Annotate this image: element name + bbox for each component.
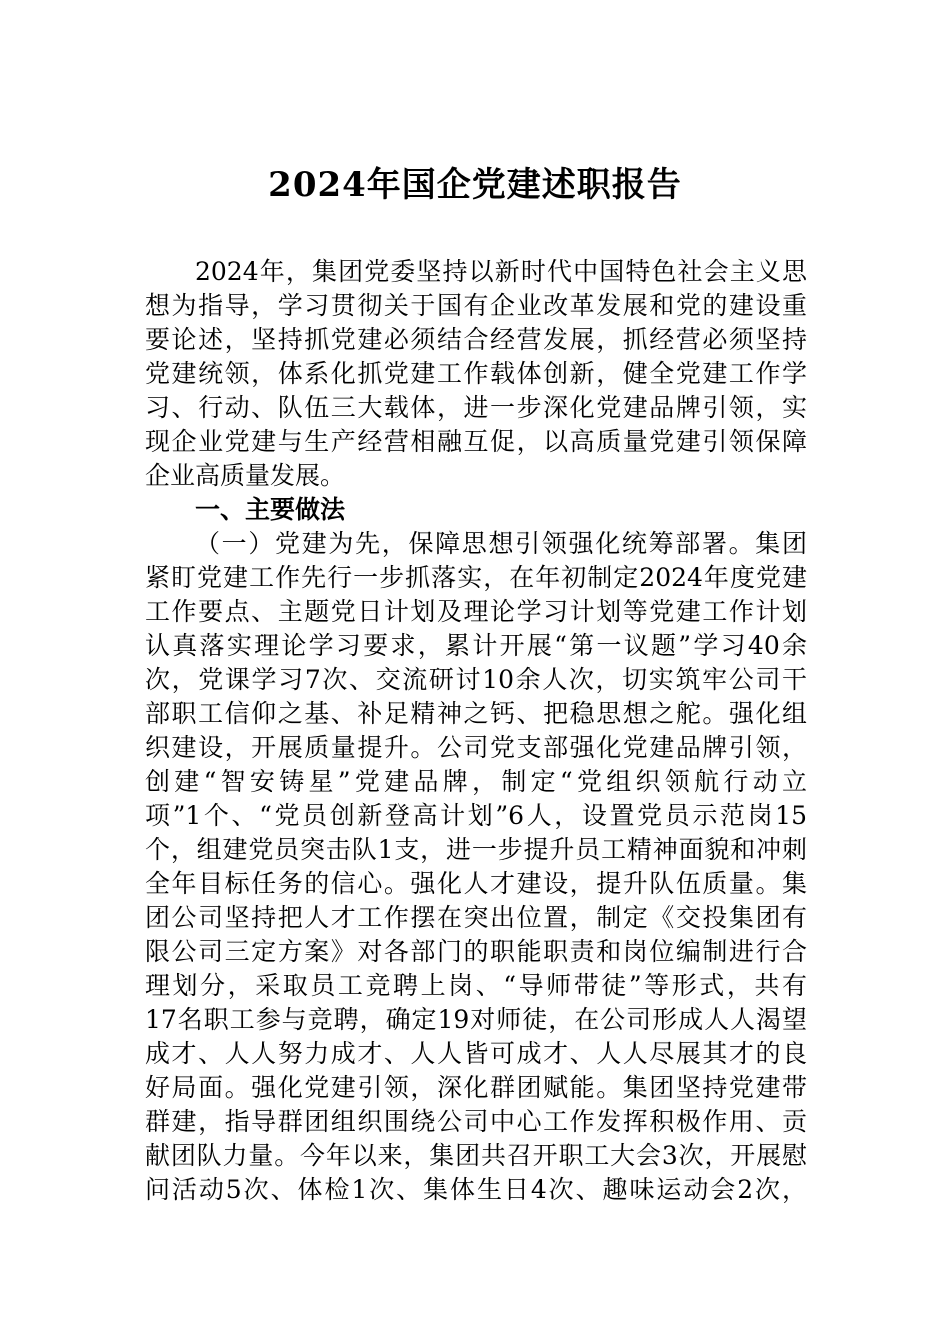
paragraph-line: 成才、人人努力成才、人人皆可成才、人人尽展其才的良 xyxy=(145,1039,807,1068)
paragraph-line: 部职工信仰之基、补足精神之钙、把稳思想之舵。强化组 xyxy=(145,699,807,728)
paragraph-line: 全年目标任务的信心。强化人才建设，提升队伍质量。集 xyxy=(145,869,807,898)
paragraph-line: 团公司坚持把人才工作摆在突出位置，制定《交投集团有 xyxy=(145,903,807,932)
paragraph-line: 党建统领，体系化抓党建工作载体创新，健全党建工作学 xyxy=(145,359,807,388)
paragraph-line: 认真落实理论学习要求，累计开展“第一议题”学习40余 xyxy=(145,631,807,660)
paragraph-line: 献团队力量。今年以来，集团共召开职工大会3次，开展慰 xyxy=(145,1141,807,1170)
paragraph-line: 个，组建党员突击队1支，进一步提升员工精神面貌和冲刺 xyxy=(145,835,807,864)
paragraph-line: 项”1个、“党员创新登高计划”6人，设置党员示范岗15 xyxy=(145,801,807,830)
paragraph-line: 限公司三定方案》对各部门的职能职责和岗位编制进行合 xyxy=(145,937,807,966)
paragraph-line: 紧盯党建工作先行一步抓落实，在年初制定2024年度党建 xyxy=(145,563,807,592)
paragraph-line: 想为指导，学习贯彻关于国有企业改革发展和党的建设重 xyxy=(145,291,807,320)
paragraph-line: 工作要点、主题党日计划及理论学习计划等党建工作计划 xyxy=(145,597,807,626)
paragraph-line: 织建设，开展质量提升。公司党支部强化党建品牌引领， xyxy=(145,733,807,762)
section-heading: 一、主要做法 xyxy=(195,495,346,524)
paragraph-line: 次，党课学习7次、交流研讨10余人次，切实筑牢公司干 xyxy=(145,665,807,694)
paragraph-line: 现企业党建与生产经营相融互促，以高质量党建引领保障 xyxy=(145,427,807,456)
paragraph-line: 17名职工参与竞聘，确定19对师徒，在公司形成人人渴望 xyxy=(145,1005,807,1034)
paragraph-line: 习、行动、队伍三大载体，进一步深化党建品牌引领，实 xyxy=(145,393,807,422)
paragraph-line: 2024年，集团党委坚持以新时代中国特色社会主义思 xyxy=(195,257,807,286)
paragraph-line: 问活动5次、体检1次、集体生日4次、趣味运动会2次， xyxy=(145,1175,807,1204)
paragraph-line: 理划分，采取员工竞聘上岗、“导师带徒”等形式，共有 xyxy=(145,971,807,1000)
paragraph-line: 群建，指导群团组织围绕公司中心工作发挥积极作用、贡 xyxy=(145,1107,807,1136)
document-title: 2024年国企党建述职报告 xyxy=(268,165,682,205)
document-body xyxy=(145,255,807,1207)
paragraph-line: 企业高质量发展。 xyxy=(145,461,346,490)
paragraph-line: （一）党建为先，保障思想引领强化统筹部署。集团 xyxy=(195,529,807,558)
paragraph-line: 创建“智安铸星”党建品牌，制定“党组织领航行动立 xyxy=(145,767,807,796)
paragraph-line: 好局面。强化党建引领，深化群团赋能。集团坚持党建带 xyxy=(145,1073,807,1102)
paragraph-line: 要论述，坚持抓党建必须结合经营发展，抓经营必须坚持 xyxy=(145,325,807,354)
